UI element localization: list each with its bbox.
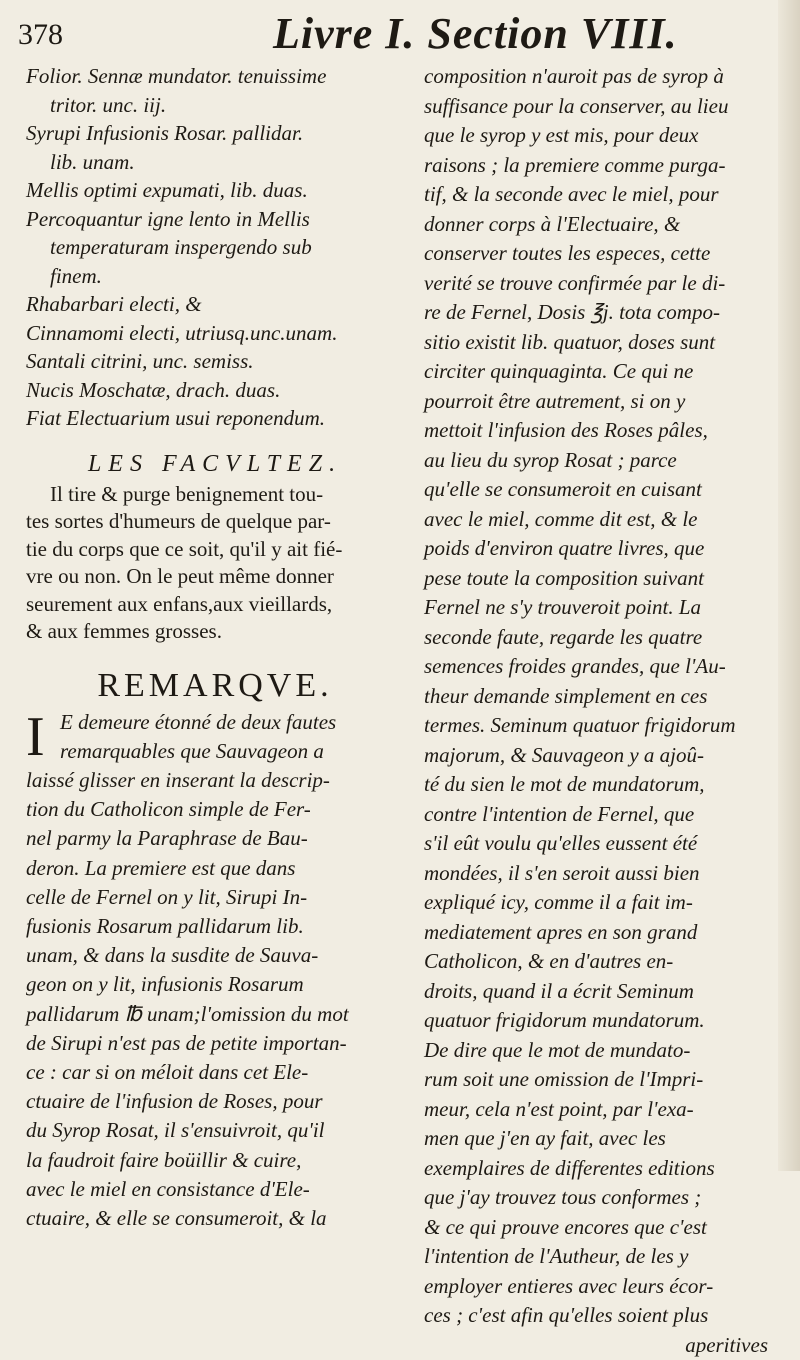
paragraph-line: celle de Fernel on y lit, Sirupi In- bbox=[26, 883, 404, 912]
paragraph-line: l'intention de l'Autheur, de les y bbox=[424, 1242, 774, 1272]
paragraph-line: rum soit une omission de l'Impri- bbox=[424, 1065, 774, 1095]
paragraph-line: geon on y lit, infusionis Rosarum bbox=[26, 970, 404, 999]
paragraph-line: mediatement apres en son grand bbox=[424, 918, 774, 948]
paragraph-line: circiter quinquaginta. Ce qui ne bbox=[424, 357, 774, 387]
paragraph-line: semences froides grandes, que l'Au- bbox=[424, 652, 774, 682]
recipe-line: Rhabarbari electi, & bbox=[26, 290, 404, 319]
recipe-line: finem. bbox=[26, 262, 404, 291]
paragraph-line: avec le miel en consistance d'Ele- bbox=[26, 1175, 404, 1204]
recipe-line: Santali citrini, unc. semiss. bbox=[26, 347, 404, 376]
recipe-line: Cinnamomi electi, utriusq.unc.unam. bbox=[26, 319, 404, 348]
left-column bbox=[26, 62, 404, 1233]
paragraph-line: unam, & dans la susdite de Sauva- bbox=[26, 941, 404, 970]
paragraph-line: suffisance pour la conserver, au lieu bbox=[424, 92, 774, 122]
paragraph-line: seconde faute, regarde les quatre bbox=[424, 623, 774, 653]
facultez-paragraph bbox=[26, 481, 404, 646]
paragraph-line: droits, quand il a écrit Seminum bbox=[424, 977, 774, 1007]
paragraph-line: poids d'environ quatre livres, que bbox=[424, 534, 774, 564]
paragraph-line: contre l'intention de Fernel, que bbox=[424, 800, 774, 830]
recipe-line: Syrupi Infusionis Rosar. pallidar. bbox=[26, 119, 404, 148]
paragraph-line: que le syrop y est mis, pour deux bbox=[424, 121, 774, 151]
recipe-line: tritor. unc. iij. bbox=[26, 91, 404, 120]
paragraph-line: re de Fernel, Dosis ℥j. tota compo- bbox=[424, 298, 774, 328]
paragraph-line: ce : car si on méloit dans cet Ele- bbox=[26, 1058, 404, 1087]
paragraph-line: vre ou non. On le peut même donner bbox=[26, 563, 404, 591]
right-column bbox=[424, 62, 774, 1360]
paragraph-line: pourroit être autrement, si on y bbox=[424, 387, 774, 417]
paragraph-line: mondées, il s'en seroit aussi bien bbox=[424, 859, 774, 889]
paragraph-line: tif, & la seconde avec le miel, pour bbox=[424, 180, 774, 210]
paragraph-line: ces ; c'est afin qu'elles soient plus bbox=[424, 1301, 774, 1331]
paragraph-line: pese toute la composition suivant bbox=[424, 564, 774, 594]
paragraph-line: pallidarum ℔ unam;l'omission du mot bbox=[26, 1000, 404, 1029]
remarque-paragraph bbox=[26, 708, 404, 1234]
paragraph-line: tes sortes d'humeurs de quelque par- bbox=[26, 508, 404, 536]
paragraph-line: deron. La premiere est que dans bbox=[26, 854, 404, 883]
paragraph-line: té du sien le mot de mundatorum, bbox=[424, 770, 774, 800]
recipe-line: Mellis optimi expumati, lib. duas. bbox=[26, 176, 404, 205]
paragraph-line: De dire que le mot de mundato- bbox=[424, 1036, 774, 1066]
paragraph-line: men que j'en ay fait, avec les bbox=[424, 1124, 774, 1154]
facultez-heading: LES FACVLTEZ. bbox=[26, 447, 404, 481]
paragraph-line: fusionis Rosarum pallidarum lib. bbox=[26, 912, 404, 941]
paragraph-line: tie du corps que ce soit, qu'il y ait fié- bbox=[26, 536, 404, 564]
paragraph-line: & aux femmes grosses. bbox=[26, 618, 404, 646]
paragraph-line bbox=[26, 708, 404, 737]
paragraph-line: nel parmy la Paraphrase de Bau- bbox=[26, 824, 404, 853]
paragraph-line: Fernel ne s'y trouveroit point. La bbox=[424, 593, 774, 623]
paragraph-line: la faudroit faire boüillir & cuire, bbox=[26, 1146, 404, 1175]
recipe-line: Percoquantur igne lento in Mellis bbox=[26, 205, 404, 234]
recipe-line: lib. unam. bbox=[26, 148, 404, 177]
paragraph-line: quatuor frigidorum mundatorum. bbox=[424, 1006, 774, 1036]
recipe-block bbox=[26, 62, 404, 433]
paragraph-line: que j'ay trouvez tous conformes ; bbox=[424, 1183, 774, 1213]
recipe-line: Fiat Electuarium usui reponendum. bbox=[26, 404, 404, 433]
paragraph-line: theur demande simplement en ces bbox=[424, 682, 774, 712]
paragraph-line: mettoit l'infusion des Roses pâles, bbox=[424, 416, 774, 446]
paragraph-line: composition n'auroit pas de syrop à bbox=[424, 62, 774, 92]
paragraph-line: avec le miel, comme dit est, & le bbox=[424, 505, 774, 535]
paragraph-line: laissé glisser en inserant la descrip- bbox=[26, 766, 404, 795]
paragraph-line: remarquables que Sauvageon a bbox=[26, 737, 404, 766]
paragraph-line: majorum, & Sauvageon y a ajoû- bbox=[424, 741, 774, 771]
recipe-line: Nucis Moschatæ, drach. duas. bbox=[26, 376, 404, 405]
drop-cap: I bbox=[26, 710, 45, 764]
paragraph-line: donner corps à l'Electuaire, & bbox=[424, 210, 774, 240]
recipe-line: temperaturam inspergendo sub bbox=[26, 233, 404, 262]
paragraph-line: conserver toutes les especes, cette bbox=[424, 239, 774, 269]
recipe-line: Folior. Sennæ mundator. tenuissime bbox=[26, 62, 404, 91]
paragraph-line: meur, cela n'est point, par l'exa- bbox=[424, 1095, 774, 1125]
catchword: aperitives bbox=[424, 1331, 774, 1360]
paragraph-line: employer entieres avec leurs écor- bbox=[424, 1272, 774, 1302]
paragraph-line: de Sirupi n'est pas de petite importan- bbox=[26, 1029, 404, 1058]
paragraph-line: du Syrop Rosat, il s'ensuivroit, qu'il bbox=[26, 1116, 404, 1145]
paragraph-line: seurement aux enfans,aux vieillards, bbox=[26, 591, 404, 619]
page-header bbox=[18, 8, 778, 58]
paragraph-line: ctuaire, & elle se consumeroit, & la bbox=[26, 1204, 404, 1233]
paragraph-line: raisons ; la premiere comme purga- bbox=[424, 151, 774, 181]
paragraph-line: & ce qui prouve encores que c'est bbox=[424, 1213, 774, 1243]
paragraph-line: expliqué icy, comme il a fait im- bbox=[424, 888, 774, 918]
paragraph-line: exemplaires de differentes editions bbox=[424, 1154, 774, 1184]
paragraph-line: sitio existit lib. quatuor, doses sunt bbox=[424, 328, 774, 358]
running-head: Livre I. Section VIII. bbox=[273, 8, 678, 59]
paragraph-line: tion du Catholicon simple de Fer- bbox=[26, 795, 404, 824]
paragraph-line-text: E demeure étonné de deux fautes bbox=[60, 710, 336, 734]
page-edge bbox=[778, 0, 800, 1171]
paragraph-line: s'il eût voulu qu'elles eussent été bbox=[424, 829, 774, 859]
remarque-heading: REMARQVE. bbox=[26, 664, 404, 708]
paragraph-line: termes. Seminum quatuor frigidorum bbox=[424, 711, 774, 741]
paragraph-line: ctuaire de l'infusion de Roses, pour bbox=[26, 1087, 404, 1116]
paragraph-line: Il tire & purge benignement tou- bbox=[26, 481, 404, 509]
paragraph-line: au lieu du syrop Rosat ; parce bbox=[424, 446, 774, 476]
paragraph-line: qu'elle se consumeroit en cuisant bbox=[424, 475, 774, 505]
page-number: 378 bbox=[18, 18, 63, 52]
paragraph-line: Catholicon, & en d'autres en- bbox=[424, 947, 774, 977]
paragraph-line: verité se trouve confirmée par le di- bbox=[424, 269, 774, 299]
